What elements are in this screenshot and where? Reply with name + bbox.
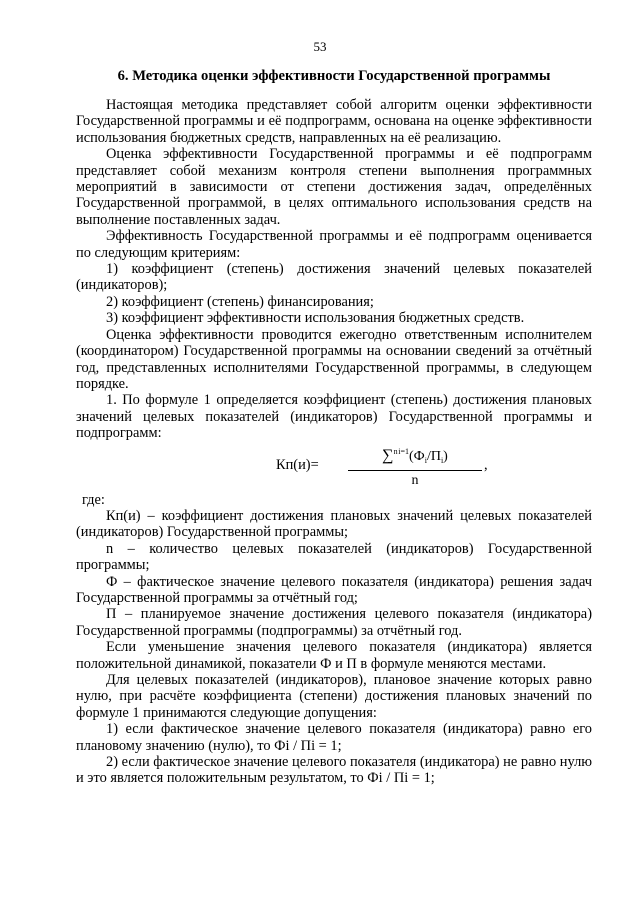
formula-comma: , bbox=[484, 456, 488, 473]
sum-symbol: ∑ bbox=[382, 446, 394, 464]
page-number: 53 bbox=[313, 39, 327, 54]
criteria-item: 3) коэффициент эффективности использования бюджетных средств. bbox=[106, 310, 525, 327]
paragraph: Эффективность Государственной программы и её подпрограмм оценивается по следующим критериям: bbox=[76, 228, 592, 261]
formula-term-f: (Ф bbox=[408, 448, 425, 464]
formula-sub-i2: i bbox=[440, 455, 444, 465]
formula-term-p: /П bbox=[426, 448, 441, 464]
formula-close: ) bbox=[443, 448, 448, 464]
assumption-item: 2) если фактическое значение целевого показателя (индикатора) не равно нулю и это является положительным результатом, то Фi / Пi = 1; bbox=[76, 754, 592, 787]
paragraph: Оценка эффективности Государственной программы и её подпрограмм представляет собой механизм контроля степени выполнения программных мероприятий в зависимости от степени достижения задач, определённых Государственной программой, в целях оптимального использования средств на выполнение поставленных задач. bbox=[76, 146, 592, 228]
paragraph: Если уменьшение значения целевого показателя (индикатора) является положительной динамикой, показатели Ф и П в формуле меняются местами. bbox=[76, 639, 592, 672]
paragraph: Настоящая методика представляет собой алгоритм оценки эффективности Государственной программы и её подпрограмм, основана на оценке эффективности использования бюджетных средств, направленных на её реализацию. bbox=[76, 97, 592, 146]
paragraph: Для целевых показателей (индикаторов), плановое значение которых равно нулю, при расчёте коэффициента (степени) достижения плановых значений по формуле 1 принимаются следующие допущения: bbox=[76, 672, 592, 721]
formula-denominator: n bbox=[411, 472, 419, 488]
formula-1 bbox=[276, 444, 592, 488]
definition: Ф – фактическое значение целевого показателя (индикатора) решения задач Государственной программы за отчётный год; bbox=[76, 573, 592, 606]
formula-lhs: Кп(и)= bbox=[276, 456, 319, 473]
section-heading: 6. Методика оценки эффективности Государственной программы bbox=[117, 68, 551, 84]
definition: П – планируемое значение достижения целевого показателя (индикатора) Государственной программы (подпрограммы) за отчётный год. bbox=[76, 606, 592, 639]
sum-upper-limit: n bbox=[393, 446, 398, 456]
criteria-item: 1) коэффициент (степень) достижения значений целевых показателей (индикаторов); bbox=[76, 261, 592, 294]
sum-lower-limit: i=1 bbox=[398, 446, 409, 456]
formula-numerator bbox=[348, 444, 482, 471]
assumption-item: 1) если фактическое значение целевого показателя (индикатора) равно его плановому значению (нулю), то Фi / Пi = 1; bbox=[76, 721, 592, 754]
document-body bbox=[76, 97, 592, 787]
definition: n – количество целевых показателей (индикаторов) Государственной программы; bbox=[76, 540, 592, 574]
formula-sub-i: i bbox=[424, 455, 427, 465]
paragraph: Оценка эффективности проводится ежегодно ответственным исполнителем (координатором) Государственной программы на основании сведений за отчётный год, представленных исполнителями Государственной программы, в следующем порядке. bbox=[76, 326, 592, 392]
where-label: где: bbox=[82, 491, 105, 508]
formula-fraction bbox=[348, 444, 482, 490]
criteria-item: 2) коэффициент (степень) финансирования; bbox=[106, 293, 374, 310]
sum-limits bbox=[394, 447, 409, 456]
definition: Кп(и) – коэффициент достижения плановых значений целевых показателей (индикаторов) Государственной программы; bbox=[76, 507, 592, 541]
paragraph: 1. По формуле 1 определяется коэффициент (степень) достижения плановых значений целевых показателей (индикаторов) Государственной программы и подпрограмм: bbox=[76, 392, 592, 442]
